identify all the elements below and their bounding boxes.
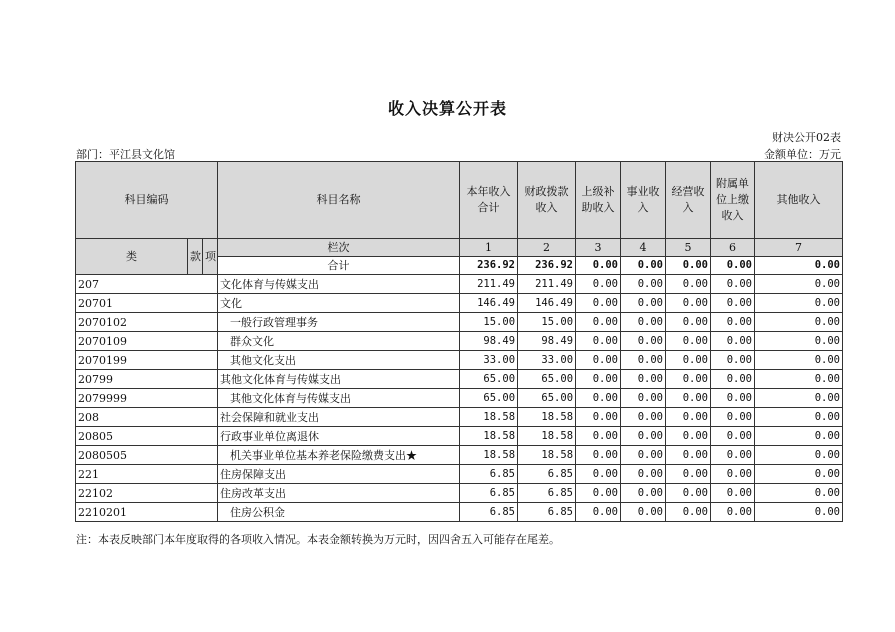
table-row <box>76 332 843 351</box>
row-code: 2070102 <box>76 313 218 332</box>
table-row <box>76 275 843 294</box>
header-col-fiscal: 财政拨款收入 <box>518 162 576 239</box>
department-label: 部门：平江县文化馆 <box>76 148 175 161</box>
row-value: 0.00 <box>755 275 843 294</box>
row-value: 0.00 <box>711 275 755 294</box>
header-lei: 类 <box>76 239 188 275</box>
row-value: 0.00 <box>666 294 711 313</box>
row-value: 0.00 <box>711 427 755 446</box>
row-value: 0.00 <box>576 313 621 332</box>
row-value: 0.00 <box>576 351 621 370</box>
row-value: 0.00 <box>755 332 843 351</box>
header-xiang: 项 <box>203 239 218 275</box>
row-value: 33.00 <box>460 351 518 370</box>
row-value: 0.00 <box>666 446 711 465</box>
row-value: 0.00 <box>576 427 621 446</box>
row-value: 0.00 <box>666 408 711 427</box>
row-name: 其他文化体育与传媒支出 <box>218 389 460 408</box>
row-value: 0.00 <box>576 408 621 427</box>
row-value: 6.85 <box>460 465 518 484</box>
header-col-business: 事业收入 <box>621 162 666 239</box>
row-value: 18.58 <box>518 408 576 427</box>
header-col-operating: 经营收入 <box>666 162 711 239</box>
col-number: 3 <box>576 239 621 257</box>
row-value: 6.85 <box>518 465 576 484</box>
row-value: 0.00 <box>576 446 621 465</box>
row-value: 18.58 <box>460 408 518 427</box>
row-value: 0.00 <box>666 351 711 370</box>
row-value: 65.00 <box>518 389 576 408</box>
row-value: 0.00 <box>666 389 711 408</box>
header-kuan: 款 <box>188 239 203 275</box>
row-value: 0.00 <box>621 484 666 503</box>
row-code: 20805 <box>76 427 218 446</box>
header-code: 科目编码 <box>76 162 218 239</box>
row-value: 0.00 <box>576 275 621 294</box>
row-value: 0.00 <box>711 408 755 427</box>
row-value: 65.00 <box>518 370 576 389</box>
row-value: 0.00 <box>576 484 621 503</box>
row-value: 146.49 <box>460 294 518 313</box>
row-code: 221 <box>76 465 218 484</box>
row-name: 文化体育与传媒支出 <box>218 275 460 294</box>
col-number: 6 <box>711 239 755 257</box>
total-value: 236.92 <box>518 257 576 275</box>
row-code: 2210201 <box>76 503 218 522</box>
row-value: 0.00 <box>711 503 755 522</box>
row-value: 0.00 <box>621 351 666 370</box>
row-value: 0.00 <box>711 313 755 332</box>
row-value: 33.00 <box>518 351 576 370</box>
col-number: 7 <box>755 239 843 257</box>
row-code: 208 <box>76 408 218 427</box>
row-value: 18.58 <box>460 446 518 465</box>
footnote: 注：本表反映部门本年度取得的各项收入情况。本表金额转换为万元时，因四舍五入可能存在尾差。 <box>76 533 560 546</box>
row-value: 0.00 <box>621 275 666 294</box>
row-value: 0.00 <box>755 294 843 313</box>
row-name: 文化 <box>218 294 460 313</box>
row-value: 0.00 <box>666 370 711 389</box>
row-value: 0.00 <box>755 446 843 465</box>
table-row <box>76 351 843 370</box>
header-col-total: 本年收入合计 <box>460 162 518 239</box>
row-name: 住房改革支出 <box>218 484 460 503</box>
row-value: 6.85 <box>460 503 518 522</box>
col-number: 4 <box>621 239 666 257</box>
row-name: 社会保障和就业支出 <box>218 408 460 427</box>
row-value: 0.00 <box>666 275 711 294</box>
total-value: 0.00 <box>666 257 711 275</box>
total-value: 0.00 <box>711 257 755 275</box>
row-value: 0.00 <box>711 389 755 408</box>
table-row <box>76 294 843 313</box>
row-value: 15.00 <box>460 313 518 332</box>
table-row <box>76 370 843 389</box>
amount-unit-label: 金额单位：万元 <box>764 148 841 161</box>
table-row <box>76 503 843 522</box>
row-value: 0.00 <box>621 427 666 446</box>
row-value: 211.49 <box>460 275 518 294</box>
header-col-superior: 上级补助收入 <box>576 162 621 239</box>
row-code: 207 <box>76 275 218 294</box>
row-value: 0.00 <box>666 313 711 332</box>
row-value: 0.00 <box>576 389 621 408</box>
table-row <box>76 484 843 503</box>
row-value: 0.00 <box>666 427 711 446</box>
row-value: 0.00 <box>621 370 666 389</box>
row-value: 0.00 <box>666 484 711 503</box>
total-value: 0.00 <box>621 257 666 275</box>
column-number-row <box>76 239 843 257</box>
row-value: 0.00 <box>621 332 666 351</box>
row-value: 0.00 <box>576 294 621 313</box>
row-name: 行政事业单位离退休 <box>218 427 460 446</box>
header-col-other: 其他收入 <box>755 162 843 239</box>
row-value: 98.49 <box>460 332 518 351</box>
total-label: 合计 <box>218 257 460 275</box>
row-code: 2070199 <box>76 351 218 370</box>
row-value: 0.00 <box>576 465 621 484</box>
row-value: 0.00 <box>755 465 843 484</box>
row-value: 0.00 <box>711 294 755 313</box>
row-value: 0.00 <box>666 465 711 484</box>
row-value: 0.00 <box>711 332 755 351</box>
row-name: 其他文化体育与传媒支出 <box>218 370 460 389</box>
header-row <box>76 162 843 239</box>
header-lanci: 栏次 <box>218 239 460 257</box>
row-value: 146.49 <box>518 294 576 313</box>
row-value: 98.49 <box>518 332 576 351</box>
row-name: 住房保障支出 <box>218 465 460 484</box>
header-name: 科目名称 <box>218 162 460 239</box>
row-value: 0.00 <box>621 446 666 465</box>
row-value: 0.00 <box>576 332 621 351</box>
row-value: 6.85 <box>518 503 576 522</box>
row-code: 20701 <box>76 294 218 313</box>
row-code: 2079999 <box>76 389 218 408</box>
col-number: 1 <box>460 239 518 257</box>
row-value: 0.00 <box>621 408 666 427</box>
income-table <box>75 161 843 522</box>
row-code: 20799 <box>76 370 218 389</box>
row-value: 0.00 <box>755 408 843 427</box>
row-value: 0.00 <box>711 465 755 484</box>
row-name: 其他文化支出 <box>218 351 460 370</box>
col-number: 2 <box>518 239 576 257</box>
report-title: 收入决算公开表 <box>387 99 507 118</box>
row-value: 0.00 <box>621 503 666 522</box>
row-value: 0.00 <box>711 484 755 503</box>
row-code: 22102 <box>76 484 218 503</box>
row-value: 0.00 <box>621 389 666 408</box>
table-row <box>76 465 843 484</box>
row-value: 18.58 <box>518 446 576 465</box>
row-value: 0.00 <box>755 389 843 408</box>
total-value: 0.00 <box>576 257 621 275</box>
col-number: 5 <box>666 239 711 257</box>
row-value: 0.00 <box>576 370 621 389</box>
table-row <box>76 446 843 465</box>
row-name: 一般行政管理事务 <box>218 313 460 332</box>
row-name: 群众文化 <box>218 332 460 351</box>
table-row <box>76 389 843 408</box>
row-value: 0.00 <box>755 313 843 332</box>
row-code: 2070109 <box>76 332 218 351</box>
row-value: 0.00 <box>755 351 843 370</box>
row-value: 18.58 <box>518 427 576 446</box>
table-row <box>76 408 843 427</box>
row-name: 住房公积金 <box>218 503 460 522</box>
row-value: 0.00 <box>711 351 755 370</box>
total-value: 0.00 <box>755 257 843 275</box>
row-value: 6.85 <box>460 484 518 503</box>
row-name: 机关事业单位基本养老保险缴费支出★ <box>218 446 460 465</box>
row-value: 0.00 <box>621 294 666 313</box>
total-value: 236.92 <box>460 257 518 275</box>
header-col-affiliated: 附属单位上缴收入 <box>711 162 755 239</box>
row-value: 0.00 <box>755 484 843 503</box>
row-value: 0.00 <box>621 465 666 484</box>
table-row <box>76 427 843 446</box>
form-code: 财决公开02表 <box>772 131 841 144</box>
row-value: 0.00 <box>576 503 621 522</box>
row-value: 18.58 <box>460 427 518 446</box>
row-value: 0.00 <box>666 503 711 522</box>
row-value: 0.00 <box>711 370 755 389</box>
row-value: 0.00 <box>711 446 755 465</box>
row-value: 65.00 <box>460 389 518 408</box>
row-value: 0.00 <box>755 370 843 389</box>
row-value: 0.00 <box>621 313 666 332</box>
row-value: 15.00 <box>518 313 576 332</box>
row-code: 2080505 <box>76 446 218 465</box>
row-value: 65.00 <box>460 370 518 389</box>
row-value: 0.00 <box>755 427 843 446</box>
row-value: 211.49 <box>518 275 576 294</box>
row-value: 6.85 <box>518 484 576 503</box>
row-value: 0.00 <box>755 503 843 522</box>
row-value: 0.00 <box>666 332 711 351</box>
table-row <box>76 313 843 332</box>
